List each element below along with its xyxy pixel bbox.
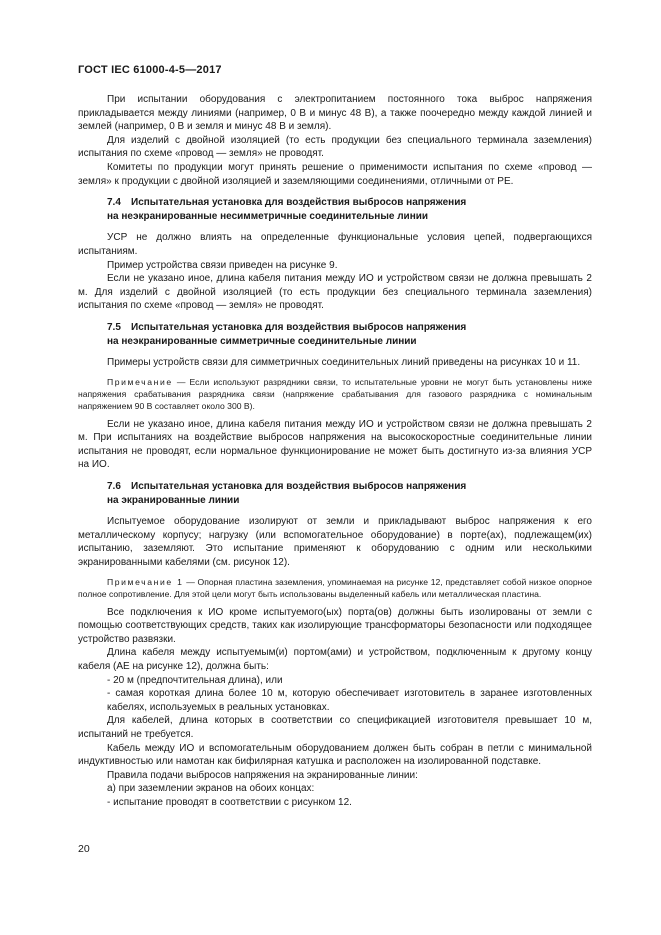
paragraph: Примеры устройств связи для симметричных соединительных линий приведены на рисунках 10 и 11. bbox=[107, 357, 581, 369]
list-item: - самая короткая длина более 10 м, которую обеспечивает изготовитель в заранее изготовленных кабелях, используемых в реальных установках. bbox=[107, 688, 592, 713]
paragraph: Если не указано иное, длина кабеля питания между ИО и устройством связи не должна превышать 2 м. Для изделий с двойной изоляцией (то есть продукции без специального терминала заземления) испытания по схеме «провод — земля» не проводят. bbox=[78, 273, 592, 312]
paragraph: Длина кабеля между испытуемым(и) портом(ами) и устройством, подключенным к другому концу кабеля (АЕ на рисунке 12), должна быть: bbox=[78, 647, 592, 672]
section-heading-7-6 bbox=[78, 480, 592, 507]
list-item: а) при заземлении экранов на обоих концах: bbox=[107, 783, 315, 795]
paragraph: Комитеты по продукции могут принять решение о применимости испытания по схеме «провод — земля» к продукции с двойной изоляцией и заземляющими соединениями, отличными от PE. bbox=[78, 161, 592, 187]
paragraph: При испытании оборудования с электропитанием постоянного тока выброс напряжения прикладывается между линиями (например, 0 В и минус 48 В), а также поочередно между каждой линией и землей (например, 0 В и земля и минус 48 В и земля). bbox=[78, 94, 592, 133]
paragraph: УСР не должно влиять на определенные функциональные условия цепей, подвергающихся испытаниям. bbox=[78, 232, 592, 257]
list-item: - испытание проводят в соответствии с рисунком 12. bbox=[107, 796, 352, 808]
paragraph: Пример устройства связи приведен на рисунке 9. bbox=[107, 259, 338, 271]
page-number: 20 bbox=[78, 843, 90, 855]
section-title-line: на экранированные линии bbox=[107, 494, 240, 506]
paragraph: Правила подачи выбросов напряжения на экранированные линии: bbox=[107, 769, 418, 781]
section-number: 7.5 bbox=[107, 321, 121, 333]
page-content bbox=[78, 93, 592, 810]
section-title-line: Испытательная установка для воздействия выбросов напряжения bbox=[131, 197, 467, 209]
paragraph: Если не указано иное, длина кабеля питания между ИО и устройством связи не должна превышать 2 м. При испытаниях на воздействие выбросов напряжения на высокоскоростные соединительные линии испытания не проводят, если нормальное функционирование не может быть достигнуто из-за влияния УСР на ИО. bbox=[78, 418, 592, 471]
paragraph: Для изделий с двойной изоляцией (то есть продукции без специального терминала заземления) испытания по схеме «провод — земля» не проводят. bbox=[78, 134, 592, 160]
paragraph: Испытуемое оборудование изолируют от земли и прикладывают выброс напряжения к его металлическому корпусу; нагрузку (или вспомогательное оборудование) в порте(ах), подлежащем(их) испытанию, заземляют. Это испытание применяют к оборудованию с одним или несколькими экранированными кабелями (см. рисунок 12). bbox=[78, 516, 592, 569]
note-label: Примечание bbox=[107, 376, 173, 387]
paragraph: Все подключения к ИО кроме испытуемого(ых) порта(ов) должны быть изолированы от земли с помощью соответствующих средств, таких как изолирующие трансформаторы безопасности или подходящее устройство развязки. bbox=[78, 606, 592, 645]
note-text: — Если используют разрядники связи, то испытательные уровни не могут быть установлены ниже напряжения срабатывания разрядника связи (напряжение срабатывания для газового разрядника с номинальным напряжением 90 В составляет около 300 В). bbox=[78, 376, 592, 411]
paragraph: Для кабелей, длина которых в соответствии со спецификацией изготовителя превышает 10 м, испытаний не требуется. bbox=[78, 715, 592, 740]
note bbox=[78, 376, 592, 412]
section-heading-7-4 bbox=[78, 196, 592, 223]
section-number: 7.6 bbox=[107, 481, 121, 493]
section-number: 7.4 bbox=[107, 197, 121, 209]
section-title-line: Испытательная установка для воздействия выбросов напряжения bbox=[131, 321, 467, 333]
list-item: - 20 м (предпочтительная длина), или bbox=[107, 674, 283, 686]
page-header: ГОСТ IEC 61000-4-5—2017 bbox=[78, 64, 222, 76]
section-heading-7-5 bbox=[78, 321, 592, 348]
note bbox=[78, 576, 592, 600]
section-title-line: Испытательная установка для воздействия выбросов напряжения bbox=[131, 481, 467, 493]
section-title-line: на неэкранированные симметричные соединительные линии bbox=[107, 335, 417, 347]
note-text: — Опорная пластина заземления, упоминаемая на рисунке 12, представляет собой низкое опорное полное сопротивление. Для этой цели могут быть использованы выделенный кабель или металлическая пластина. bbox=[78, 576, 592, 599]
paragraph: Кабель между ИО и вспомогательным оборудованием должен быть собран в петли с минимальной индуктивностью или намотан как бифилярная катушка и расположен на изолированной подставке. bbox=[78, 742, 592, 768]
section-title-line: на неэкранированные несимметричные соединительные линии bbox=[107, 210, 429, 222]
note-label: Примечание 1 bbox=[107, 576, 184, 587]
